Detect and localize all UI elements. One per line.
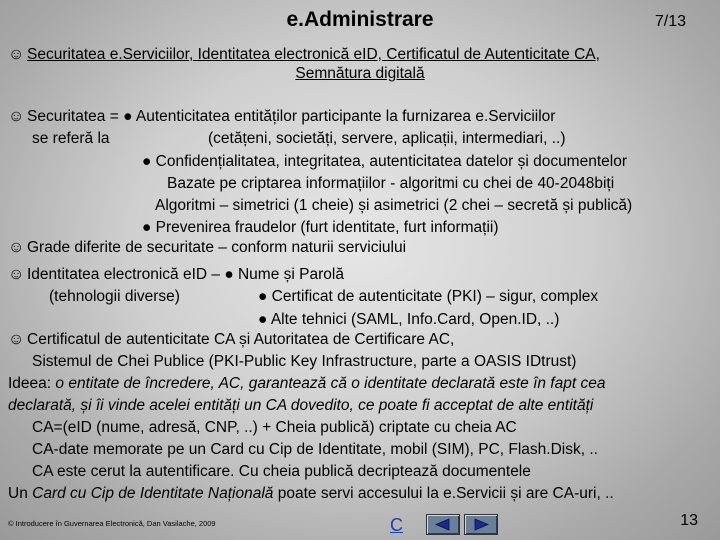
idea-line-2: declarată, și îi vinde acelei entități un CA dovedito, ce poate fi acceptat de alte entități: [8, 397, 594, 414]
smiley-bullet-icon: ☺: [8, 46, 25, 63]
heading-line-2: Semnătura digitală: [295, 65, 425, 82]
footer-copyright: © Introducere în Guvernarea Electronică, Dan Vasilache, 2009: [8, 519, 216, 528]
security-confidentiality: ● Confidențialitatea, integritatea, autenticitatea datelor și documentelor: [142, 153, 627, 170]
eid-line-3: ● Alte tehnici (SAML, Info.Card, Open.ID, ..): [258, 311, 560, 328]
triangle-left-icon: [427, 515, 459, 534]
smiley-bullet-icon: ☺: [8, 108, 25, 125]
security-algorithms: Algoritmi – simetrici (1 cheie) și asimetrici (2 chei – secretă și publică): [155, 197, 633, 214]
ca-formula: CA=(eID (nume, adresă, CNP, ..) + Cheia publică) criptate cu cheia AC: [32, 419, 517, 436]
smiley-bullet-icon: ☺: [8, 239, 25, 256]
ca-line-2: Sistemul de Chei Publice (PKI-Public Key Infrastructure, parte a OASIS IDtrust): [32, 353, 577, 370]
ca-storage: CA-date memorate pe un Card cu Cip de Identitate, mobil (SIM), PC, Flash.Disk, ..: [32, 441, 598, 458]
eid-line-2a: (tehnologii diverse): [49, 288, 180, 305]
heading-line-1: ☺ Securitatea e.Serviciilor, Identitatea electronică eID, Certificatul de Autenticitate CA,: [8, 46, 600, 63]
security-line-1: ☺ Securitatea = ● Autenticitatea entităților participante la furnizarea e.Serviciilor: [8, 108, 556, 125]
footer-link-c[interactable]: C: [390, 515, 403, 535]
slide-number: 13: [680, 512, 698, 529]
triangle-right-icon: [465, 515, 497, 534]
smiley-bullet-icon: ☺: [8, 331, 25, 348]
security-line-2a: se referă la: [32, 130, 110, 147]
security-encryption: Bazate pe criptarea informațiilor - algoritmi cu chei de 40-2048biți: [167, 175, 615, 192]
eid-line-2b: ● Certificat de autenticitate (PKI) – sigur, complex: [258, 288, 599, 305]
smiley-bullet-icon: ☺: [8, 266, 25, 283]
slide-title: e.Administrare: [286, 8, 434, 31]
security-grades: ☺ Grade diferite de securitate – conform naturii serviciului: [8, 239, 407, 256]
idea-line-1: Ideea: o entitate de încredere, AC, garantează că o identitate declarată este în fapt cea: [8, 375, 606, 392]
nav-previous-button[interactable]: [426, 514, 460, 535]
ca-authentication: CA este cerut la autentificare. Cu cheia publică decriptează documentele: [32, 463, 531, 480]
page-counter: 7/13: [654, 13, 686, 30]
ca-line-1: ☺ Certificatul de autenticitate CA și Autoritatea de Certificare AC,: [8, 331, 455, 348]
id-card-line: Un Card cu Cip de Identitate Națională poate servi accesului la e.Servicii și are CA-uri, ..: [8, 485, 614, 502]
security-fraud-prevention: ● Prevenirea fraudelor (furt identitate, furt informații): [142, 219, 499, 236]
eid-line-1: ☺ Identitatea electronică eID – ● Nume și Parolă: [8, 266, 344, 283]
nav-next-button[interactable]: [464, 514, 498, 535]
security-line-2b: (cetățeni, societăți, servere, aplicații, intermediari, ..): [208, 130, 566, 147]
